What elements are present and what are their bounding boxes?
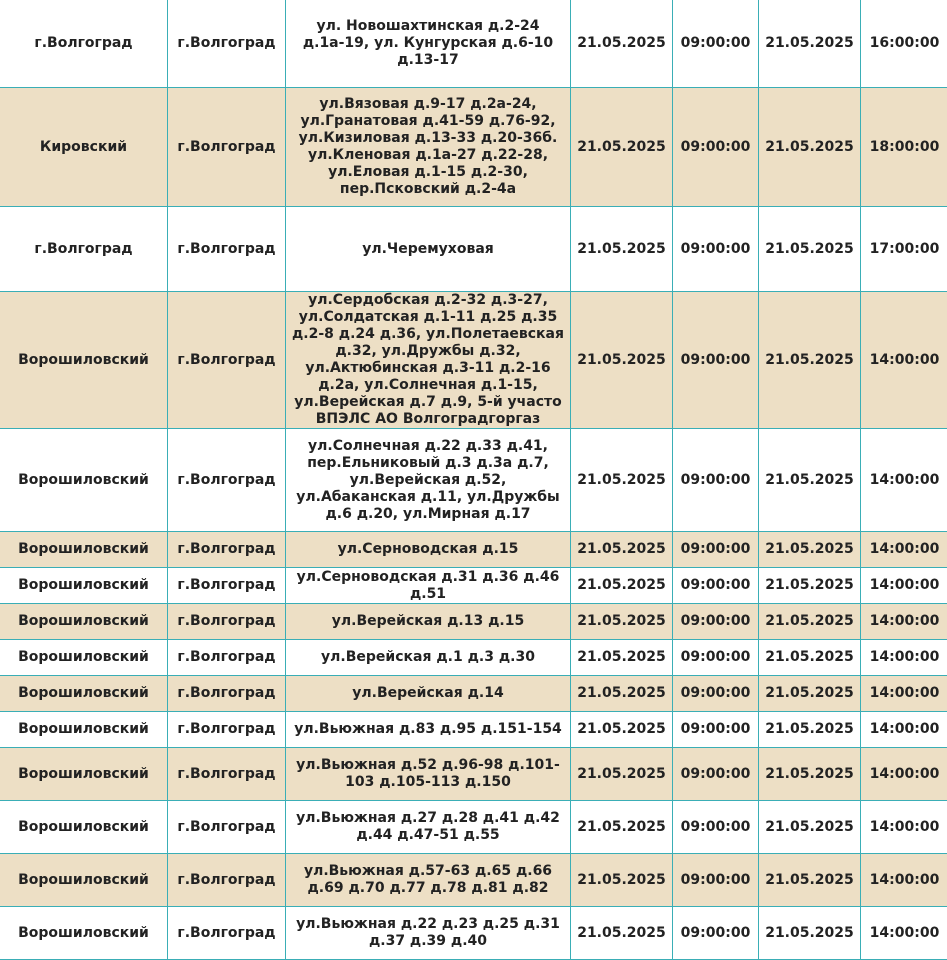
end-time-cell: 17:00:00 [861,207,947,292]
address-cell: ул.Солнечная д.22 д.33 д.41, пер.Ельниковый д.3 д.3а д.7, ул.Верейская д.52, ул.Абаканская д.11, ул.Дружбы д.6 д.20, ул.Мирная д.17 [286,429,571,532]
end-date-cell: 21.05.2025 [759,676,861,712]
start-time-cell: 09:00:00 [673,748,759,801]
end-time-cell: 14:00:00 [861,854,947,907]
table-row [0,532,947,568]
end-time-cell: 14:00:00 [861,748,947,801]
table-row [0,676,947,712]
city-cell: г.Волгоград [168,640,286,676]
district-cell: Ворошиловский [0,854,168,907]
district-cell: г.Волгоград [0,207,168,292]
start-date-cell: 21.05.2025 [571,907,673,960]
district-cell: Ворошиловский [0,640,168,676]
table-row [0,604,947,640]
start-time-cell: 09:00:00 [673,292,759,429]
start-time-cell: 09:00:00 [673,532,759,568]
city-cell: г.Волгоград [168,801,286,854]
start-time-cell: 09:00:00 [673,88,759,207]
address-cell: ул.Серноводская д.15 [286,532,571,568]
end-date-cell: 21.05.2025 [759,532,861,568]
end-date-cell: 21.05.2025 [759,292,861,429]
district-cell: Ворошиловский [0,429,168,532]
address-cell: ул.Верейская д.14 [286,676,571,712]
start-time-cell: 09:00:00 [673,801,759,854]
start-time-cell: 09:00:00 [673,568,759,604]
table-row [0,801,947,854]
start-date-cell: 21.05.2025 [571,429,673,532]
district-cell: Ворошиловский [0,676,168,712]
end-date-cell: 21.05.2025 [759,207,861,292]
table-row [0,712,947,748]
district-cell: Ворошиловский [0,748,168,801]
table-row [0,854,947,907]
address-cell: ул.Верейская д.1 д.3 д.30 [286,640,571,676]
end-time-cell: 18:00:00 [861,88,947,207]
table-row [0,292,947,429]
address-cell: ул. Новошахтинская д.2-24 д.1а-19, ул. Кунгурская д.6-10 д.13-17 [286,0,571,88]
city-cell: г.Волгоград [168,532,286,568]
district-cell: Ворошиловский [0,532,168,568]
district-cell: Кировский [0,88,168,207]
address-cell: ул.Вязовая д.9-17 д.2а-24, ул.Гранатовая д.41-59 д.76-92, ул.Кизиловая д.13-33 д.20-36б. ул.Кленовая д.1а-27 д.22-28, ул.Еловая д.1-15 д.2-30, пер.Псковский д.2-4а [286,88,571,207]
end-date-cell: 21.05.2025 [759,907,861,960]
end-date-cell: 21.05.2025 [759,640,861,676]
end-date-cell: 21.05.2025 [759,712,861,748]
city-cell: г.Волгоград [168,207,286,292]
start-time-cell: 09:00:00 [673,429,759,532]
district-cell: Ворошиловский [0,292,168,429]
district-cell: Ворошиловский [0,568,168,604]
start-date-cell: 21.05.2025 [571,292,673,429]
district-cell: Ворошиловский [0,801,168,854]
city-cell: г.Волгоград [168,0,286,88]
end-time-cell: 14:00:00 [861,712,947,748]
start-date-cell: 21.05.2025 [571,568,673,604]
start-time-cell: 09:00:00 [673,712,759,748]
start-time-cell: 09:00:00 [673,907,759,960]
start-time-cell: 09:00:00 [673,676,759,712]
city-cell: г.Волгоград [168,854,286,907]
city-cell: г.Волгоград [168,292,286,429]
table-row [0,907,947,960]
city-cell: г.Волгоград [168,676,286,712]
table-row [0,88,947,207]
address-cell: ул.Верейская д.13 д.15 [286,604,571,640]
address-cell: ул.Вьюжная д.27 д.28 д.41 д.42 д.44 д.47-51 д.55 [286,801,571,854]
start-date-cell: 21.05.2025 [571,604,673,640]
start-time-cell: 09:00:00 [673,604,759,640]
district-cell: Ворошиловский [0,604,168,640]
start-time-cell: 09:00:00 [673,207,759,292]
end-time-cell: 14:00:00 [861,676,947,712]
table-row [0,207,947,292]
start-date-cell: 21.05.2025 [571,640,673,676]
end-date-cell: 21.05.2025 [759,748,861,801]
start-date-cell: 21.05.2025 [571,712,673,748]
start-date-cell: 21.05.2025 [571,88,673,207]
district-cell: Ворошиловский [0,712,168,748]
start-date-cell: 21.05.2025 [571,854,673,907]
city-cell: г.Волгоград [168,712,286,748]
address-cell: ул.Черемуховая [286,207,571,292]
address-cell: ул.Вьюжная д.57-63 д.65 д.66 д.69 д.70 д.77 д.78 д.81 д.82 [286,854,571,907]
end-time-cell: 14:00:00 [861,429,947,532]
address-cell: ул.Вьюжная д.83 д.95 д.151-154 [286,712,571,748]
start-time-cell: 09:00:00 [673,854,759,907]
city-cell: г.Волгоград [168,429,286,532]
city-cell: г.Волгоград [168,604,286,640]
start-date-cell: 21.05.2025 [571,532,673,568]
table-row [0,568,947,604]
end-time-cell: 14:00:00 [861,907,947,960]
end-date-cell: 21.05.2025 [759,429,861,532]
end-time-cell: 16:00:00 [861,0,947,88]
start-time-cell: 09:00:00 [673,0,759,88]
table-row [0,640,947,676]
start-date-cell: 21.05.2025 [571,801,673,854]
end-time-cell: 14:00:00 [861,801,947,854]
city-cell: г.Волгоград [168,88,286,207]
start-date-cell: 21.05.2025 [571,0,673,88]
district-cell: Ворошиловский [0,907,168,960]
end-date-cell: 21.05.2025 [759,88,861,207]
end-date-cell: 21.05.2025 [759,801,861,854]
address-cell: ул.Серноводская д.31 д.36 д.46 д.51 [286,568,571,604]
start-date-cell: 21.05.2025 [571,676,673,712]
address-cell: ул.Вьюжная д.52 д.96-98 д.101-103 д.105-113 д.150 [286,748,571,801]
table-row [0,748,947,801]
end-time-cell: 14:00:00 [861,292,947,429]
end-time-cell: 14:00:00 [861,640,947,676]
city-cell: г.Волгоград [168,568,286,604]
end-time-cell: 14:00:00 [861,532,947,568]
address-cell: ул.Сердобская д.2-32 д.3-27, ул.Солдатская д.1-11 д.25 д.35 д.2-8 д.24 д.36, ул.Полетаевская д.32, ул.Дружбы д.32, ул.Актюбинская д.3-11 д.2-16 д.2а, ул.Солнечная д.1-15, ул.Верейская д.7 д.9, 5-й участо ВПЭЛС АО Волгоградгоргаз [286,292,571,429]
city-cell: г.Волгоград [168,907,286,960]
district-cell: г.Волгоград [0,0,168,88]
end-date-cell: 21.05.2025 [759,604,861,640]
start-time-cell: 09:00:00 [673,640,759,676]
table-row [0,429,947,532]
start-date-cell: 21.05.2025 [571,748,673,801]
end-date-cell: 21.05.2025 [759,0,861,88]
end-time-cell: 14:00:00 [861,604,947,640]
address-cell: ул.Вьюжная д.22 д.23 д.25 д.31 д.37 д.39 д.40 [286,907,571,960]
end-time-cell: 14:00:00 [861,568,947,604]
start-date-cell: 21.05.2025 [571,207,673,292]
city-cell: г.Волгоград [168,748,286,801]
end-date-cell: 21.05.2025 [759,568,861,604]
table-row [0,0,947,88]
end-date-cell: 21.05.2025 [759,854,861,907]
